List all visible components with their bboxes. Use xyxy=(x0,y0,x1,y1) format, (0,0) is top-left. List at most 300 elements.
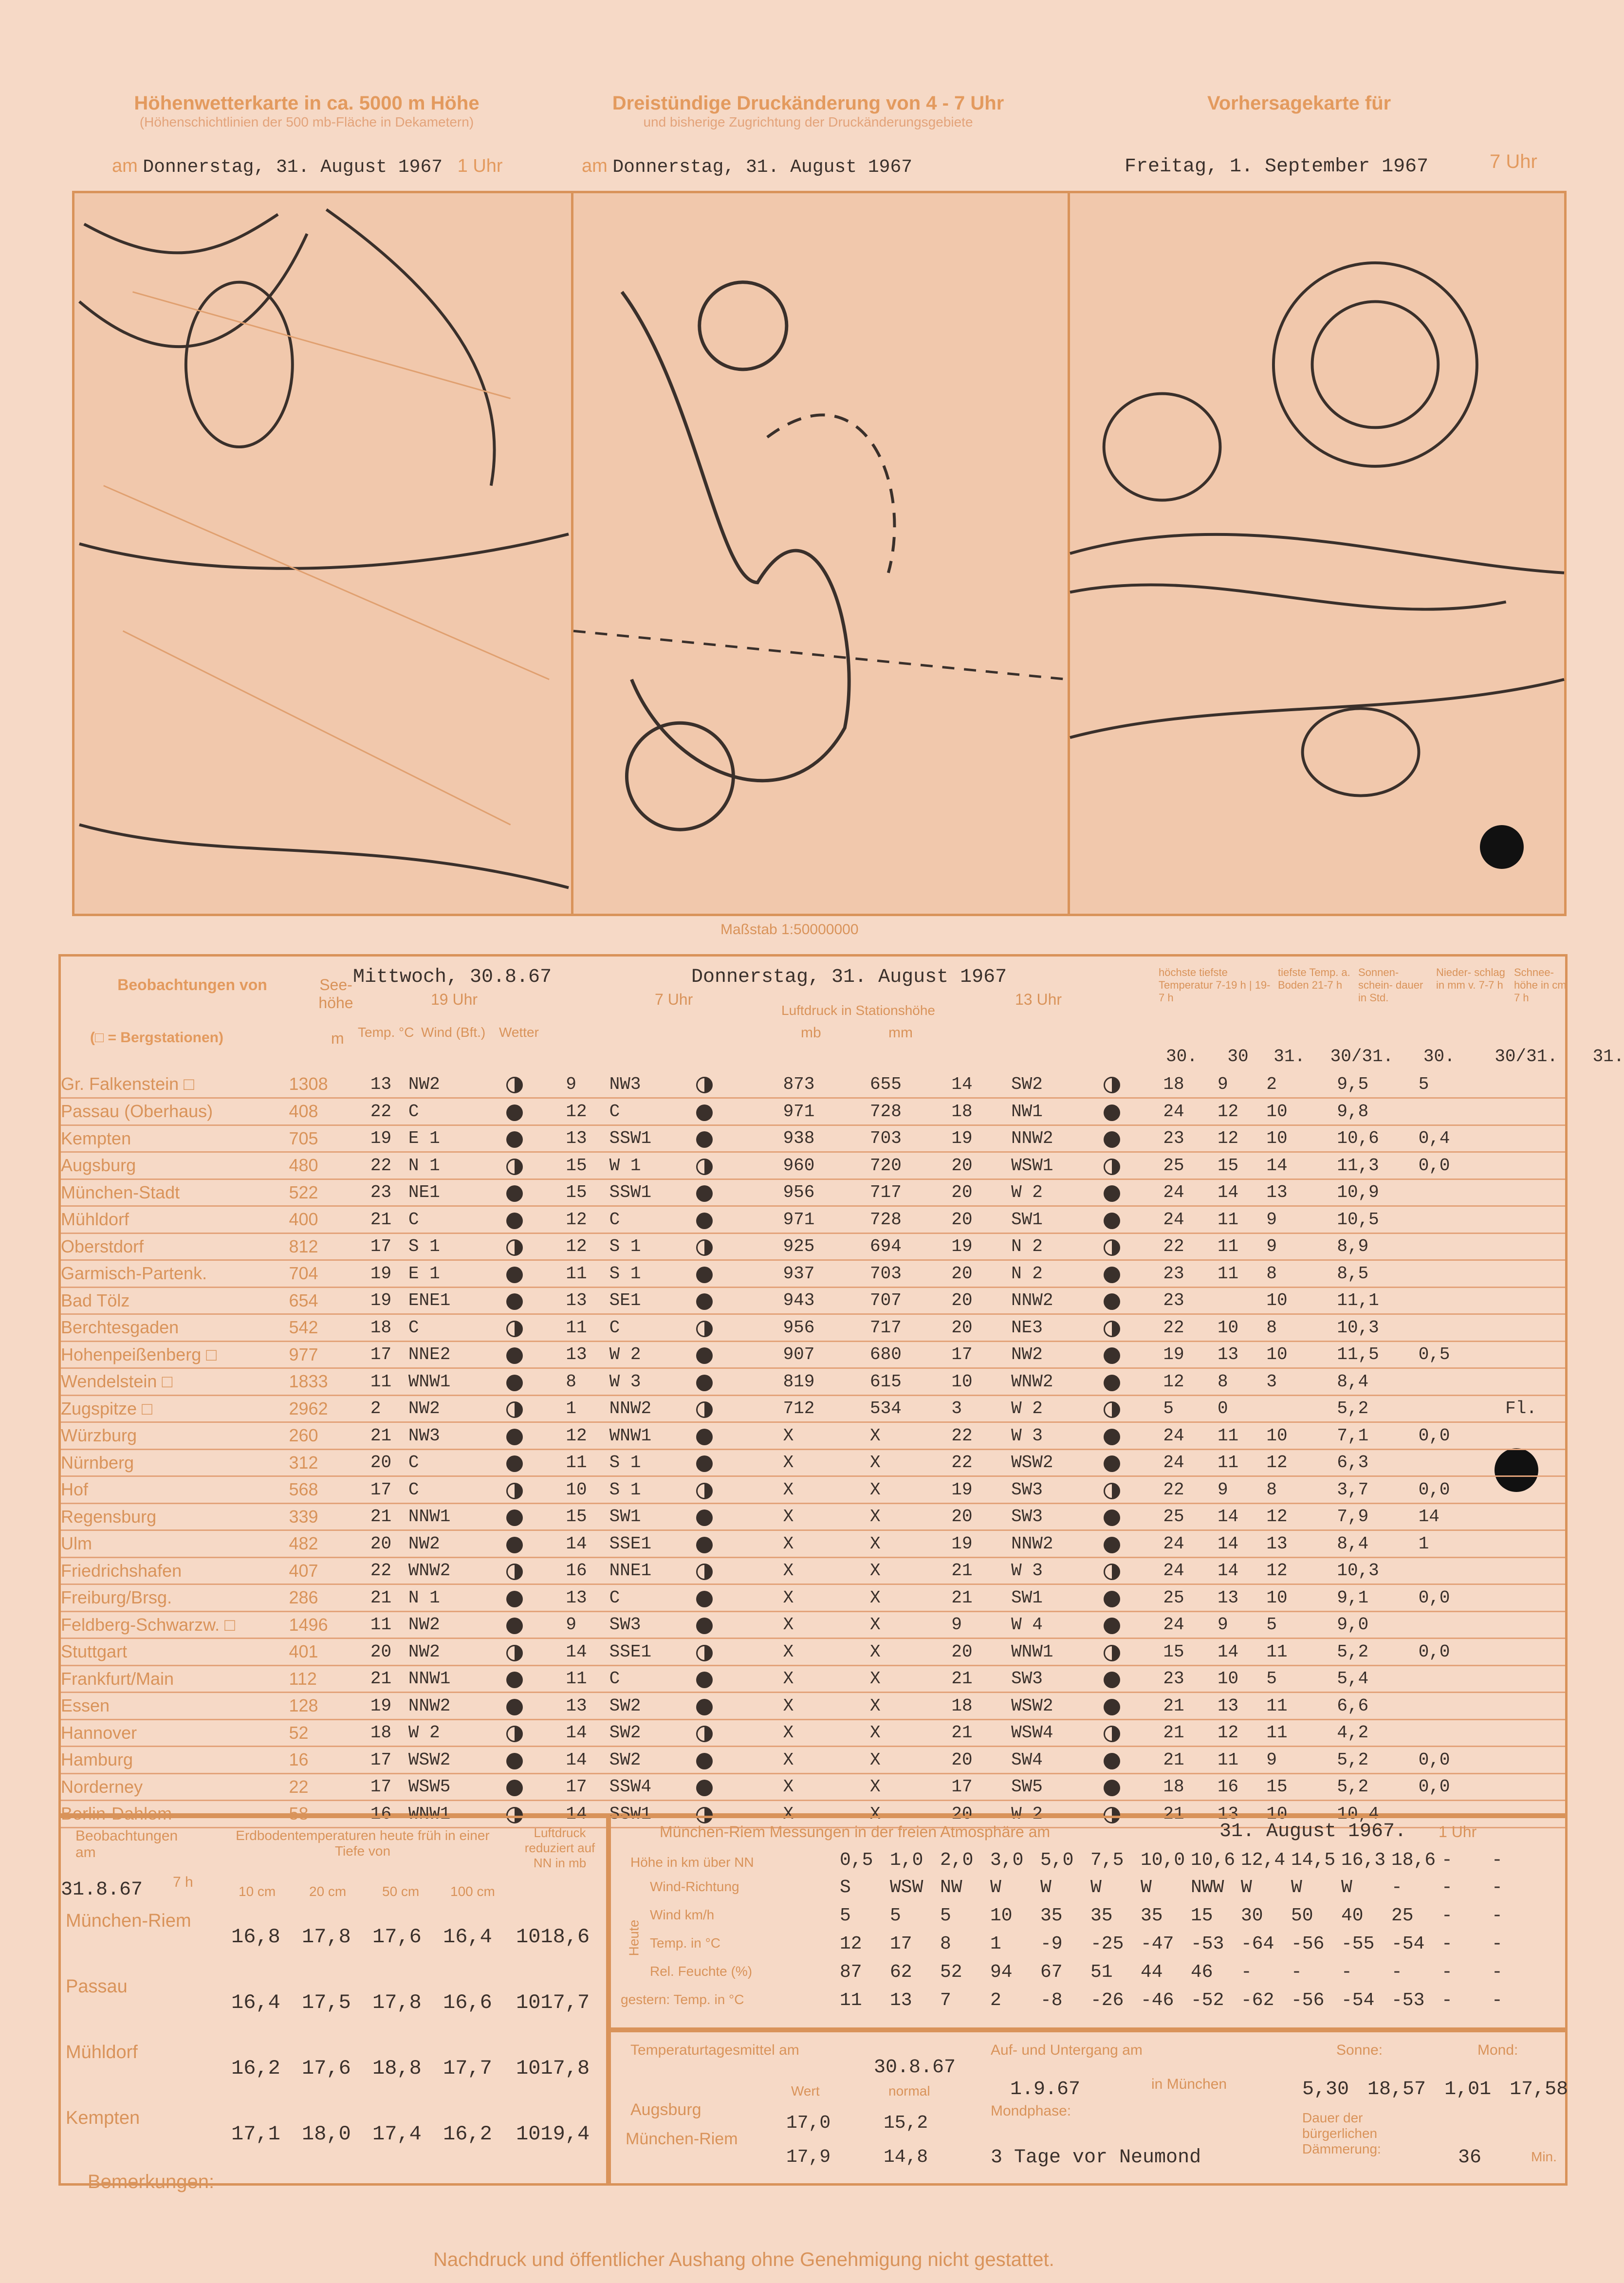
row-cell: 16 xyxy=(370,1801,408,1828)
row-cell: NW3 xyxy=(609,1071,696,1098)
sunset: 18,57 xyxy=(1367,2079,1426,2100)
row-cell: 17 xyxy=(370,1233,408,1260)
row-cell: N 1 xyxy=(408,1152,506,1179)
right-title: Vorhersagekarte für xyxy=(1207,92,1391,114)
aero-value: W xyxy=(1040,1877,1052,1898)
row-cell: 20 xyxy=(951,1287,1011,1314)
moonrise: 1,01 xyxy=(1444,2079,1492,2100)
weather-symbol xyxy=(1104,1645,1120,1661)
row-cell xyxy=(696,1503,783,1530)
row-cell xyxy=(506,1314,566,1342)
row-cell: X xyxy=(870,1449,951,1476)
weather-symbol xyxy=(1104,1185,1120,1202)
soil-obs-label: Beobachtungen am xyxy=(75,1828,178,1860)
row-cell: S 1 xyxy=(609,1449,696,1476)
weather-symbol xyxy=(506,1564,523,1580)
row-cell: C xyxy=(408,1476,506,1504)
row-cell xyxy=(1104,1665,1163,1693)
table-row xyxy=(61,1773,1565,1801)
row-cell: 1 xyxy=(1419,1530,1505,1558)
weather-symbol xyxy=(1104,1429,1120,1445)
row-cell xyxy=(1104,1773,1163,1801)
row-cell xyxy=(1505,1098,1565,1125)
weather-symbol xyxy=(506,1347,523,1364)
row-cell xyxy=(1419,1098,1505,1125)
aero-row-label: Temp. in °C xyxy=(650,1935,721,1951)
weather-symbol xyxy=(1104,1537,1120,1553)
row-cell: 17 xyxy=(370,1341,408,1368)
row-cell: 925 xyxy=(783,1233,870,1260)
row-cell: SW3 xyxy=(1011,1476,1104,1504)
row-cell xyxy=(506,1233,566,1260)
row-cell: E 1 xyxy=(408,1125,506,1152)
isallobar-line xyxy=(622,292,849,781)
weather-symbol xyxy=(506,1591,523,1607)
soil-pressure: 1017,7 xyxy=(516,1991,590,2014)
aero-height: 14,5 xyxy=(1291,1850,1336,1871)
row-cell xyxy=(1505,1476,1565,1504)
row-cell: 0,0 xyxy=(1419,1639,1505,1666)
aero-value: 7 xyxy=(940,1990,951,2011)
mid-date-pre: am xyxy=(582,156,608,176)
row-cell: 1 xyxy=(566,1395,609,1422)
row-cell: 9 xyxy=(566,1071,609,1098)
isohypse-line xyxy=(79,825,569,887)
row-cell xyxy=(696,1395,783,1422)
extra-date: 30. xyxy=(1423,1047,1455,1067)
row-cell: Regensburg xyxy=(61,1503,289,1530)
weather-symbol xyxy=(506,1645,523,1661)
row-cell: X xyxy=(870,1476,951,1504)
sunrise: 5,30 xyxy=(1302,2079,1349,2100)
punch-hole xyxy=(1480,825,1524,869)
row-cell xyxy=(1104,1071,1163,1098)
aero-value: - xyxy=(1441,1933,1453,1954)
table-row xyxy=(61,1665,1565,1693)
weather-symbol xyxy=(1104,1780,1120,1796)
isallobar-dashed xyxy=(767,415,894,572)
weather-symbol xyxy=(1104,1321,1120,1337)
aero-value: W xyxy=(1341,1877,1352,1898)
isohypse-line xyxy=(79,534,569,569)
soil-value: 16,6 xyxy=(443,1991,492,2014)
soil-pressure-title: Luftdruck reduziert auf NN in mb xyxy=(524,1825,595,1870)
weather-symbol xyxy=(696,1510,713,1526)
day2-label: Donnerstag, 31. August 1967 xyxy=(691,966,1007,988)
row-cell: 12 xyxy=(1266,1557,1337,1584)
row-cell: 13 xyxy=(1266,1179,1337,1206)
row-cell xyxy=(1104,1476,1163,1504)
aero-value: - xyxy=(1241,1962,1252,1983)
row-cell: 812 xyxy=(289,1233,370,1260)
row-cell: 907 xyxy=(783,1341,870,1368)
aero-value: - xyxy=(1492,1990,1503,2011)
row-cell: W 2 xyxy=(408,1719,506,1747)
row-cell: SW1 xyxy=(609,1503,696,1530)
row-cell: 20 xyxy=(951,1260,1011,1288)
row-cell: Stuttgart xyxy=(61,1639,289,1666)
aero-row-label: gestern: Temp. in °C xyxy=(621,1992,744,2007)
soil-value: 17,7 xyxy=(443,2057,492,2080)
wind-header: Wind (Bft.) xyxy=(421,1025,486,1040)
row-cell xyxy=(506,1773,566,1801)
row-cell xyxy=(1104,1557,1163,1584)
aero-value: -64 xyxy=(1241,1933,1274,1954)
row-cell: 286 xyxy=(289,1584,370,1612)
row-cell: 5,2 xyxy=(1337,1395,1418,1422)
row-cell: 16 xyxy=(1218,1773,1266,1801)
row-cell xyxy=(1104,1611,1163,1639)
row-cell xyxy=(1505,1152,1565,1179)
row-cell: Fl. xyxy=(1505,1395,1565,1422)
row-cell: NNW1 xyxy=(408,1503,506,1530)
row-cell: 23 xyxy=(370,1179,408,1206)
row-cell xyxy=(696,1773,783,1801)
row-cell: 22 xyxy=(370,1152,408,1179)
row-cell: 13 xyxy=(566,1584,609,1612)
row-cell: 704 xyxy=(289,1260,370,1288)
row-cell: WNW2 xyxy=(408,1557,506,1584)
row-cell xyxy=(1419,1314,1505,1342)
aero-value: - xyxy=(1492,1877,1503,1898)
aero-value: -26 xyxy=(1090,1990,1124,2011)
twilight-label: Dauer der bürgerlichen Dämmerung: xyxy=(1302,2110,1381,2156)
scale-label: Maßstab 1:50000000 xyxy=(720,921,859,938)
soil-station: Passau xyxy=(66,1976,128,1997)
row-cell: 5,2 xyxy=(1337,1773,1418,1801)
row-cell: 20 xyxy=(951,1152,1011,1179)
row-cell: X xyxy=(783,1449,870,1476)
row-cell: WNW2 xyxy=(1011,1368,1104,1396)
row-cell: 10,9 xyxy=(1337,1179,1418,1206)
row-cell xyxy=(506,1260,566,1288)
aero-value: 30 xyxy=(1241,1905,1263,1926)
row-cell: X xyxy=(783,1773,870,1801)
row-cell: Berchtesgaden xyxy=(61,1314,289,1342)
row-cell xyxy=(1104,1395,1163,1422)
row-cell: C xyxy=(609,1314,696,1342)
row-cell: 14 xyxy=(566,1639,609,1666)
weather-symbol xyxy=(506,1510,523,1526)
weather-symbol xyxy=(1104,1105,1120,1121)
aero-date: 31. August 1967. xyxy=(1219,1821,1407,1842)
row-cell: W 3 xyxy=(1011,1422,1104,1450)
row-cell xyxy=(506,1341,566,1368)
row-cell xyxy=(1505,1449,1565,1476)
row-cell: 654 xyxy=(289,1287,370,1314)
row-cell: Hohenpeißenberg □ xyxy=(61,1341,289,1368)
row-cell: W 3 xyxy=(609,1368,696,1396)
row-cell xyxy=(506,1693,566,1720)
row-cell: 11 xyxy=(1266,1693,1337,1720)
row-cell: 11 xyxy=(1218,1449,1266,1476)
row-cell: 10,5 xyxy=(1337,1206,1418,1234)
pressure-mm: mm xyxy=(888,1025,913,1041)
day1-time: 19 Uhr xyxy=(431,991,478,1008)
row-cell: 11 xyxy=(1266,1719,1337,1747)
row-cell: 7,9 xyxy=(1337,1503,1418,1530)
row-cell: 14 xyxy=(1419,1503,1505,1530)
table-row xyxy=(61,1206,1565,1234)
row-cell: SE1 xyxy=(609,1287,696,1314)
row-cell: 10,3 xyxy=(1337,1557,1418,1584)
weather-symbol xyxy=(696,1131,713,1148)
aero-value: 2 xyxy=(990,1990,1001,2011)
bottom-table xyxy=(609,2030,1568,2186)
row-cell: 312 xyxy=(289,1449,370,1476)
sun-values xyxy=(1302,2079,1568,2100)
row-cell: 21 xyxy=(370,1503,408,1530)
left-date-pre: am xyxy=(112,156,138,176)
row-cell: 6,3 xyxy=(1337,1449,1418,1476)
row-cell xyxy=(506,1503,566,1530)
row-cell: X xyxy=(870,1719,951,1747)
soil-value: 16,4 xyxy=(231,1991,280,2014)
row-cell: 12 xyxy=(566,1206,609,1234)
row-cell: 10 xyxy=(1266,1422,1337,1450)
row-cell: 12 xyxy=(566,1233,609,1260)
row-cell: Nürnberg xyxy=(61,1449,289,1476)
row-cell: WNW1 xyxy=(408,1801,506,1828)
aero-height: - xyxy=(1441,1850,1453,1871)
row-cell: 1308 xyxy=(289,1071,370,1098)
weather-symbol xyxy=(1104,1401,1120,1418)
aero-time: 1 Uhr xyxy=(1439,1823,1477,1841)
row-cell: 401 xyxy=(289,1639,370,1666)
row-cell: 542 xyxy=(289,1314,370,1342)
row-cell: 20 xyxy=(951,1747,1011,1774)
row-cell: 9 xyxy=(1266,1233,1337,1260)
row-cell xyxy=(1266,1395,1337,1422)
row-cell: 11,3 xyxy=(1337,1152,1418,1179)
aero-value: - xyxy=(1441,1905,1453,1926)
weather-symbol xyxy=(506,1213,523,1229)
observations-rows xyxy=(61,1071,1565,1828)
row-cell xyxy=(1505,1747,1565,1774)
row-cell: SW2 xyxy=(1011,1071,1104,1098)
front-line xyxy=(1070,585,1506,609)
row-cell xyxy=(1104,1368,1163,1396)
row-cell: 6,6 xyxy=(1337,1693,1418,1720)
row-cell: 9 xyxy=(1266,1747,1337,1774)
aero-value: -53 xyxy=(1391,1990,1425,2011)
table-row xyxy=(61,1071,1565,1098)
aero-value: -46 xyxy=(1141,1990,1174,2011)
row-cell: 11 xyxy=(1218,1260,1266,1288)
isobar xyxy=(1070,680,1564,737)
aero-value: - xyxy=(1441,1962,1453,1983)
row-cell: 5 xyxy=(1419,1071,1505,1098)
row-cell xyxy=(1104,1233,1163,1260)
row-cell xyxy=(1104,1719,1163,1747)
row-cell: 8 xyxy=(566,1368,609,1396)
extra-date: 31. xyxy=(1592,1047,1624,1067)
row-cell: X xyxy=(870,1503,951,1530)
weather-symbol xyxy=(1104,1618,1120,1634)
rise-area xyxy=(627,723,733,829)
row-cell: 9,8 xyxy=(1337,1098,1418,1125)
row-cell: 15 xyxy=(1218,1152,1266,1179)
soil-pressure: 1018,6 xyxy=(516,1925,590,1949)
extra-header-3: Sonnen- schein- dauer in Std. xyxy=(1358,966,1423,1004)
row-cell: 0,0 xyxy=(1419,1476,1505,1504)
row-cell: NW2 xyxy=(408,1611,506,1639)
soil-value: 16,2 xyxy=(443,2122,492,2146)
row-cell: C xyxy=(609,1584,696,1612)
row-cell: 11 xyxy=(1218,1206,1266,1234)
weather-symbol xyxy=(696,1591,713,1607)
row-cell: S 1 xyxy=(609,1260,696,1288)
aero-value: 5 xyxy=(940,1905,951,1926)
table-row xyxy=(61,1693,1565,1720)
row-cell xyxy=(1104,1152,1163,1179)
row-cell xyxy=(696,1747,783,1774)
row-cell: WSW4 xyxy=(1011,1719,1104,1747)
row-cell: 3 xyxy=(1266,1368,1337,1396)
soil-value: 17,5 xyxy=(302,1991,351,2014)
twilight-unit: Min. xyxy=(1531,2149,1557,2164)
row-cell: X xyxy=(783,1530,870,1558)
row-cell xyxy=(1419,1260,1505,1288)
mondphase-value: 3 Tage vor Neumond xyxy=(991,2147,1201,2169)
row-cell: 703 xyxy=(870,1125,951,1152)
row-cell: S 1 xyxy=(609,1476,696,1504)
aero-value: 87 xyxy=(840,1962,862,1983)
map-pressure-change-svg xyxy=(573,193,1070,914)
row-cell: 21 xyxy=(1163,1747,1218,1774)
row-cell: 14 xyxy=(566,1747,609,1774)
row-cell: 21 xyxy=(370,1665,408,1693)
row-cell xyxy=(1419,1287,1505,1314)
row-cell: 21 xyxy=(1163,1801,1218,1828)
row-cell: 19 xyxy=(1163,1341,1218,1368)
row-cell xyxy=(1419,1665,1505,1693)
aero-height: - xyxy=(1492,1850,1503,1871)
row-cell xyxy=(1104,1287,1163,1314)
row-cell xyxy=(1104,1503,1163,1530)
row-cell xyxy=(1104,1125,1163,1152)
row-cell: 14 xyxy=(566,1530,609,1558)
row-cell xyxy=(1419,1557,1505,1584)
row-cell: WNW1 xyxy=(1011,1639,1104,1666)
row-cell: W 2 xyxy=(1011,1801,1104,1828)
row-cell xyxy=(696,1719,783,1747)
row-cell xyxy=(1505,1314,1565,1342)
row-cell: Garmisch-Partenk. xyxy=(61,1260,289,1288)
row-cell: 10 xyxy=(1266,1125,1337,1152)
weather-symbol xyxy=(1104,1564,1120,1580)
table-row xyxy=(61,1719,1565,1747)
row-cell: 9 xyxy=(1218,1611,1266,1639)
weather-symbol xyxy=(1104,1347,1120,1364)
row-cell xyxy=(1505,1530,1565,1558)
aero-value: 51 xyxy=(1090,1962,1113,1983)
row-cell: Ulm xyxy=(61,1530,289,1558)
row-cell: NNE2 xyxy=(408,1341,506,1368)
row-cell: 11,5 xyxy=(1337,1341,1418,1368)
row-cell: 24 xyxy=(1163,1611,1218,1639)
weather-symbol xyxy=(506,1321,523,1337)
row-cell xyxy=(506,1584,566,1612)
row-cell: 13 xyxy=(566,1287,609,1314)
row-cell: X xyxy=(870,1557,951,1584)
soil-pressure: 1019,4 xyxy=(516,2122,590,2146)
aero-value: 10 xyxy=(990,1905,1013,1926)
moonset: 17,58 xyxy=(1510,2079,1569,2100)
weather-symbol xyxy=(696,1672,713,1688)
weather-symbol xyxy=(1104,1213,1120,1229)
table-row xyxy=(61,1449,1565,1476)
aero-value: -56 xyxy=(1291,1990,1325,2011)
row-cell: Passau (Oberhaus) xyxy=(61,1098,289,1125)
weather-symbol xyxy=(506,1699,523,1715)
row-cell xyxy=(696,1233,783,1260)
row-cell: Frankfurt/Main xyxy=(61,1665,289,1693)
row-cell: 112 xyxy=(289,1665,370,1693)
isobar xyxy=(1273,263,1477,466)
row-cell: NNW1 xyxy=(408,1665,506,1693)
weather-symbol xyxy=(696,1347,713,1364)
weather-symbol xyxy=(1104,1510,1120,1526)
row-cell: 13 xyxy=(1266,1530,1337,1558)
weather-symbol xyxy=(1104,1699,1120,1715)
row-cell: 707 xyxy=(870,1287,951,1314)
row-cell: 13 xyxy=(1218,1801,1266,1828)
row-cell: SW2 xyxy=(609,1747,696,1774)
row-cell: Feldberg-Schwarzw. □ xyxy=(61,1611,289,1639)
row-cell xyxy=(1104,1639,1163,1666)
weather-symbol xyxy=(696,1753,713,1769)
weather-symbol xyxy=(506,1753,523,1769)
mean-row-name: München-Riem xyxy=(626,2130,738,2148)
aero-value: -52 xyxy=(1191,1990,1224,2011)
weather-symbol xyxy=(696,1455,713,1472)
row-cell xyxy=(696,1693,783,1720)
row-cell xyxy=(506,1665,566,1693)
row-cell: 20 xyxy=(951,1179,1011,1206)
row-cell: 52 xyxy=(289,1719,370,1747)
row-cell: 12 xyxy=(566,1422,609,1450)
row-cell xyxy=(506,1395,566,1422)
weather-symbol xyxy=(506,1401,523,1418)
weather-symbol xyxy=(696,1267,713,1283)
day2-time2: 13 Uhr xyxy=(1015,991,1062,1008)
row-cell: NNW2 xyxy=(1011,1287,1104,1314)
aero-value: -54 xyxy=(1391,1933,1425,1954)
row-cell xyxy=(1505,1611,1565,1639)
row-cell: 12 xyxy=(1266,1503,1337,1530)
mid-map-title xyxy=(574,92,1042,130)
row-cell: 0,0 xyxy=(1419,1773,1505,1801)
row-cell: WSW5 xyxy=(408,1773,506,1801)
extra-header-1: höchste tiefste Temperatur 7-19 h | 19-7 h xyxy=(1159,966,1271,1004)
weather-symbol xyxy=(1104,1293,1120,1310)
weather-symbol xyxy=(506,1105,523,1121)
row-cell xyxy=(506,1476,566,1504)
row-cell: Zugspitze □ xyxy=(61,1395,289,1422)
left-date: Donnerstag, 31. August 1967 xyxy=(143,157,443,178)
row-cell: 0 xyxy=(1218,1395,1266,1422)
row-cell: 19 xyxy=(370,1693,408,1720)
weather-symbol xyxy=(506,1267,523,1283)
left-title: Höhenwetterkarte in ca. 5000 m Höhe xyxy=(134,92,480,114)
weather-symbol xyxy=(696,1159,713,1175)
row-cell xyxy=(1419,1719,1505,1747)
row-cell: W 2 xyxy=(1011,1395,1104,1422)
aero-value: W xyxy=(1141,1877,1152,1898)
table-row xyxy=(61,1557,1565,1584)
row-cell: 16 xyxy=(289,1747,370,1774)
